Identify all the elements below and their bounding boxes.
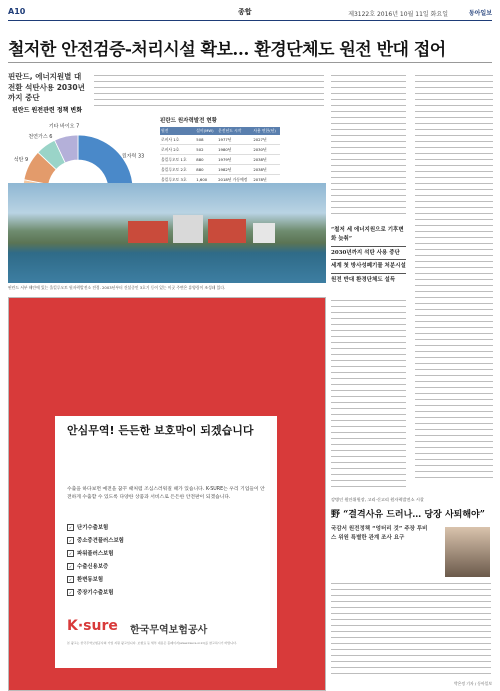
newspaper-brand: 동아일보 xyxy=(468,10,492,17)
table-cell: 508 xyxy=(195,135,217,145)
section-title: 종합 xyxy=(238,8,252,16)
ksure-logo: K·sure xyxy=(67,618,118,634)
ad-product-item: ✓ 중장기수출보험 xyxy=(68,589,114,596)
ad-product-list xyxy=(67,523,124,601)
page-header xyxy=(8,6,492,21)
table-cell: 올킬루오토 3호 xyxy=(160,175,195,185)
article-text-col xyxy=(331,300,406,492)
table-cell: 2027년 xyxy=(252,135,280,145)
photo-caption: 핀란드 서부 해안에 있는 올킬루오토 원자력발전소 전경. 2003년부터 건설중인 3호기 등이 있는 이곳 주변은 휴양림이 조성돼 있다. xyxy=(8,285,226,290)
pull-quote-line: “철저 세 에너지원으로 기후변화 늦춰” xyxy=(331,227,404,242)
donut-slice-label: 기타 바이오 7 xyxy=(48,123,80,130)
article2-subhead: 국감서 원전정책 “엉터리 것” 주장 투비스 위원 특별한 관계 조사 요구 xyxy=(331,526,428,541)
ad-product-item: ✓ 환변동보험 xyxy=(68,576,104,583)
main-headline: 철저한 안전검증-처리시설 확보… 환경단체도 원전 반대 접어 xyxy=(8,40,446,60)
table-cell: 502 xyxy=(195,145,217,155)
article-text-block xyxy=(94,75,324,111)
table-row xyxy=(160,165,280,175)
ad-panel xyxy=(55,416,277,668)
ad-company-name: 한국무역보험공사 xyxy=(130,625,208,636)
donut-slice-label: 천연가스 6 xyxy=(28,134,53,141)
table-row xyxy=(160,135,280,145)
checkbox-icon: ✓ xyxy=(68,576,73,582)
table-cell: 1977년 xyxy=(217,135,252,145)
table-header-cell: 운전년도 시작 xyxy=(217,127,252,135)
ad-product-item: ✓ 중소중견플러스보험 xyxy=(68,537,124,544)
checkbox-icon: ✓ xyxy=(68,537,73,543)
table-cell: 2038년 xyxy=(252,165,280,175)
page-number: A10 xyxy=(8,7,26,16)
divider xyxy=(8,62,492,63)
article2-headline: 野 “결격사유 드러나… 당장 사퇴해야” xyxy=(331,510,485,520)
nuclear-plant-photo xyxy=(8,183,326,283)
ad-body: 수출을 하다보면 예전을 꿈꾸 때처럼 조심스러워질 때가 있습니다. K-SURE는 우리 기업들이 안전하게 수출할 수 있도록 다양한 상품과 서비스로 든든한 안전판이 되겠습니다. xyxy=(67,487,265,500)
pull-quote xyxy=(331,226,406,285)
table-header-cell: 설비(MW) xyxy=(195,127,217,135)
ad-product-item: ✓ 단기수출보험 xyxy=(68,524,109,531)
checkbox-icon: ✓ xyxy=(68,550,73,556)
person-photo xyxy=(445,527,490,577)
checkbox-icon: ✓ xyxy=(68,589,73,595)
table-header-cell: 원전 xyxy=(160,127,195,135)
ad-product-item: ✓ 파워플러스보험 xyxy=(68,550,114,557)
table-cell: 880 xyxy=(195,165,217,175)
checkbox-icon: ✓ xyxy=(68,524,73,530)
table-cell: 로비사 1호 xyxy=(160,135,195,145)
table-cell: 2030년 xyxy=(252,145,280,155)
table-cell: 2038년 xyxy=(252,155,280,165)
table-cell: 로비사 2호 xyxy=(160,145,195,155)
table-row xyxy=(160,155,280,165)
donut-slice-label: 원자력 33 xyxy=(121,153,145,160)
article2-byline: 박은정 기자 / 동아일보 xyxy=(454,681,492,686)
table-cell: 1982년 xyxy=(217,165,252,175)
pull-quote-line: 원전 반대 환경단체도 설득 xyxy=(331,277,396,284)
pull-quote-line: 2030년까지 석탄 사용 중단 xyxy=(331,249,400,256)
table-cell: 2078년 xyxy=(252,175,280,185)
table-cell: 880 xyxy=(195,155,217,165)
table-cell: 1980년 xyxy=(217,145,252,155)
table-cell: 올킬루오토 1호 xyxy=(160,155,195,165)
article2-kicker: 강병인 원안위원장, 고리·신고리 원자력발전소 시찰 xyxy=(331,497,424,502)
infographic-title: 핀란드 원전관련 정책 변화 xyxy=(12,107,83,114)
donut-slice-label: 석탄 9 xyxy=(13,156,29,163)
issue-date: 제3122호 2016년 10월 11일 화요일 xyxy=(348,11,448,18)
ad-product-item: ✓ 수출신용보증 xyxy=(68,563,109,570)
table-cell: 2018년 가동예정 xyxy=(217,175,252,185)
ksure-advertisement xyxy=(8,297,326,691)
article-text-col xyxy=(415,75,493,483)
table-cell: 올킬루오토 2호 xyxy=(160,165,195,175)
table-row xyxy=(160,145,280,155)
table-cell: 1,600 xyxy=(195,175,217,185)
ad-headline: 안심무역! 든든한 보호막이 되겠습니다 xyxy=(67,424,254,437)
table-cell: 1979년 xyxy=(217,155,252,165)
pull-quote-line: 세계 첫 방사성폐기물 처분시설 xyxy=(331,263,406,270)
checkbox-icon: ✓ xyxy=(68,563,73,569)
table-header-cell: 사용 연한(년) xyxy=(252,127,280,135)
article2-text xyxy=(331,583,491,679)
ad-fine-print: 본 광고는 한국무역보험공사의 기업 지원 광고입니다. 보험료 등 세부 내용은 홈페이지(www.ksure.or.kr)를 참고하시기 바랍니다. xyxy=(67,641,238,645)
article-text-col xyxy=(331,75,406,219)
table-title: 핀란드 원자력발전 현황 xyxy=(160,118,217,124)
subheadline: 핀란드, 에너지원별 대전환 석탄사용 2030년까지 중단 xyxy=(8,72,85,102)
